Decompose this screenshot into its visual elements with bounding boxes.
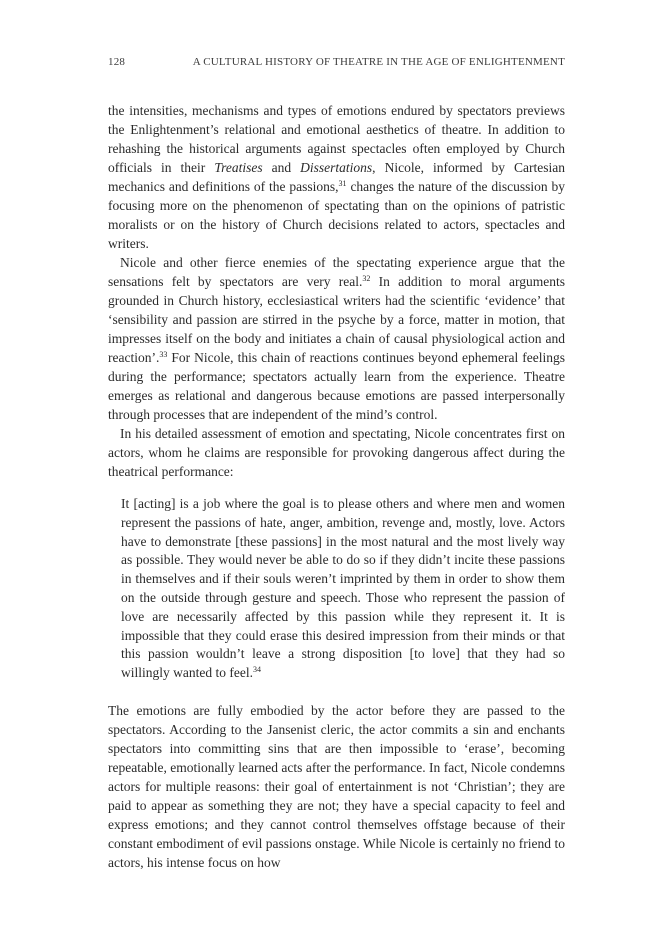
p1-text-c: changes the nature of the discussion by focusing more on the phenomenon of spectating than on the opinions of patristic moralists or on the history of Church decisions related to actors, spectacles and writers. bbox=[108, 179, 565, 251]
footnote-ref-33[interactable]: 33 bbox=[159, 350, 168, 359]
p1-text-and: and bbox=[262, 160, 301, 175]
p2-text-b: In addition to moral arguments grounded in Church history, ecclesiastical writers had the scientific ‘evidence’ that ‘sensibility and passion are stirred in the psyche by a force, matter in motion, that impresses itself on the body and initiates a chain of causal physiological action and reaction’. bbox=[108, 274, 565, 365]
block-quote bbox=[121, 495, 565, 683]
p1-text-a: the intensities, mechanisms and types of emotions endured by spectators previews the Enlightenment’s relational and emotional aesthetics of theatre. In addition to rehashing the historical arguments against spectacles often employed by Church officials in their bbox=[108, 103, 565, 175]
p2-text-c: For Nicole, this chain of reactions continues beyond ephemeral feelings during the performance; spectators actually learn from the experience. Theatre emerges as relational and dangerous because emotions are passed interpersonally through processes that are independent of the mind’s control. bbox=[108, 350, 565, 422]
running-title: A CULTURAL HISTORY OF THEATRE IN THE AGE OF ENLIGHTENMENT bbox=[192, 56, 565, 68]
paragraph-1 bbox=[108, 101, 565, 253]
quote-body: It [acting] is a job where the goal is to please others and where men and women represent the passions of hate, anger, ambition, revenge and, mostly, love. Actors have to demonstrate [these passions] in the most natural and the most lively way as possible. They would never be able to do so if they didn’t incite these passions in themselves and if their souls weren’t imprinted by them in order to show them on the outside through gesture and speech. Those who represent the passion of love are necessarily affected by this passion while they represent it. It is impossible that they could erase this desired impression from their minds or that this passion wouldn’t leave a strong disposition [to love] that they had so willingly wanted to feel. bbox=[121, 496, 565, 681]
footnote-ref-34[interactable]: 34 bbox=[252, 665, 261, 675]
footnote-ref-31[interactable]: 31 bbox=[338, 179, 347, 188]
paragraph-3: In his detailed assessment of emotion and spectating, Nicole concentrates first on actors, whom he claims are responsible for provoking dangerous affect during the theatrical performance: bbox=[108, 426, 565, 479]
dissertations-title: Dissertations bbox=[300, 160, 373, 175]
paragraph-2 bbox=[108, 253, 565, 424]
body-text bbox=[108, 101, 565, 872]
p2-text-a: Nicole and other fierce enemies of the spectating experience argue that the sensations felt by spectators are very real. bbox=[108, 255, 565, 289]
treatises-title: Treatises bbox=[214, 160, 263, 175]
footnote-ref-32[interactable]: 32 bbox=[362, 274, 371, 283]
p1-text-b: , Nicole, informed by Cartesian mechanics and definitions of the passions, bbox=[108, 160, 565, 194]
quote-text bbox=[121, 495, 565, 683]
paragraph-4: The emotions are fully embodied by the actor before they are passed to the spectators. According to the Jansenist cleric, the actor commits a sin and enchants spectators into committing sins that are then impossible to ‘erase’, becoming repeatable, emotionally learned acts after the performance. In fact, Nicole condemns actors for multiple reasons: their goal of entertainment is not ‘Christian’; they are paid to appear as something they are not; they have a special capacity to feel and express emotions; and they cannot control themselves offstage because of their constant embodiment of evil passions onstage. While Nicole is certainly no friend to actors, his intense focus on how bbox=[108, 702, 565, 870]
page-number: 128 bbox=[108, 56, 126, 68]
